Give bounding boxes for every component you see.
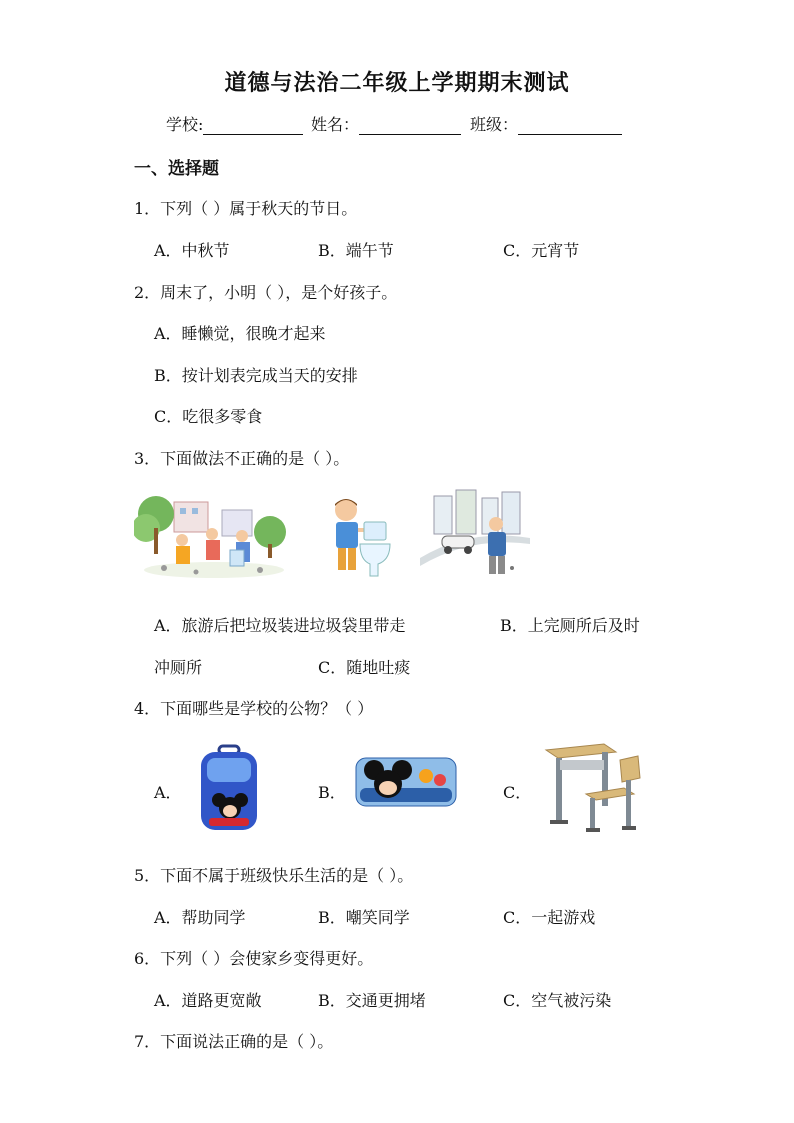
q3-option-b[interactable]: B．上完厕所后及时: [500, 616, 640, 635]
name-field: [311, 112, 461, 135]
backpack-icon: [193, 744, 265, 834]
q5-option-b[interactable]: B．嘲笑同学: [318, 908, 410, 927]
spitting-man-icon: [420, 488, 530, 580]
page-title: 道德与法治二年级上学期期末测试: [224, 70, 570, 96]
question-1: 1．下列（ ）属于秋天的节日。: [134, 199, 358, 218]
q5-option-a[interactable]: A．帮助同学: [154, 908, 246, 927]
pencil-case-icon: [352, 750, 460, 812]
question-6: 6．下列（ ）会使家乡变得更好。: [134, 949, 374, 968]
school-blank[interactable]: [203, 116, 303, 135]
school-label: 学校:: [166, 115, 204, 134]
q4-option-a[interactable]: A．: [154, 783, 182, 802]
question-5: 5．下面不属于班级快乐生活的是（ ）。: [134, 866, 414, 885]
class-field: [470, 112, 622, 135]
q3-option-b-continued: 冲厕所: [154, 658, 203, 677]
q4-option-c[interactable]: C．: [503, 783, 532, 802]
toilet-boy-icon: [316, 492, 396, 582]
q3-option-a[interactable]: A．旅游后把垃圾装进垃圾袋里带走: [154, 616, 406, 635]
q1-option-c[interactable]: C．元宵节: [503, 241, 580, 260]
q6-option-c[interactable]: C．空气被污染: [503, 991, 612, 1010]
school-field: [166, 112, 303, 135]
q6-option-a[interactable]: A．道路更宽敞: [154, 991, 262, 1010]
q1-option-b[interactable]: B．端午节: [318, 241, 394, 260]
section-heading-choice: 一、选择题: [134, 159, 219, 179]
cleanup-scene-icon: [134, 488, 294, 580]
q3-option-c[interactable]: C．随地吐痰: [318, 658, 411, 677]
q2-option-c[interactable]: C．吃很多零食: [154, 407, 263, 426]
q6-option-b[interactable]: B．交通更拥堵: [318, 991, 426, 1010]
class-label: 班级：: [470, 115, 519, 134]
question-3: 3．下面做法不正确的是（ ）。: [134, 449, 350, 468]
name-label: 姓名：: [311, 115, 360, 134]
q1-option-a[interactable]: A．中秋节: [154, 241, 230, 260]
question-2: 2．周末了，小明（ ），是个好孩子。: [134, 283, 398, 302]
q2-option-a[interactable]: A．睡懒觉，很晚才起来: [154, 324, 326, 343]
class-blank[interactable]: [518, 116, 622, 135]
name-blank[interactable]: [359, 116, 461, 135]
q5-option-c[interactable]: C．一起游戏: [503, 908, 596, 927]
question-7: 7．下面说法正确的是（ ）。: [134, 1032, 334, 1051]
question-4: 4．下面哪些是学校的公物？（ ）: [134, 699, 374, 718]
q4-option-b[interactable]: B．: [318, 783, 346, 802]
q2-option-b[interactable]: B．按计划表完成当天的安排: [154, 366, 358, 385]
school-desk-chair-icon: [542, 740, 646, 836]
